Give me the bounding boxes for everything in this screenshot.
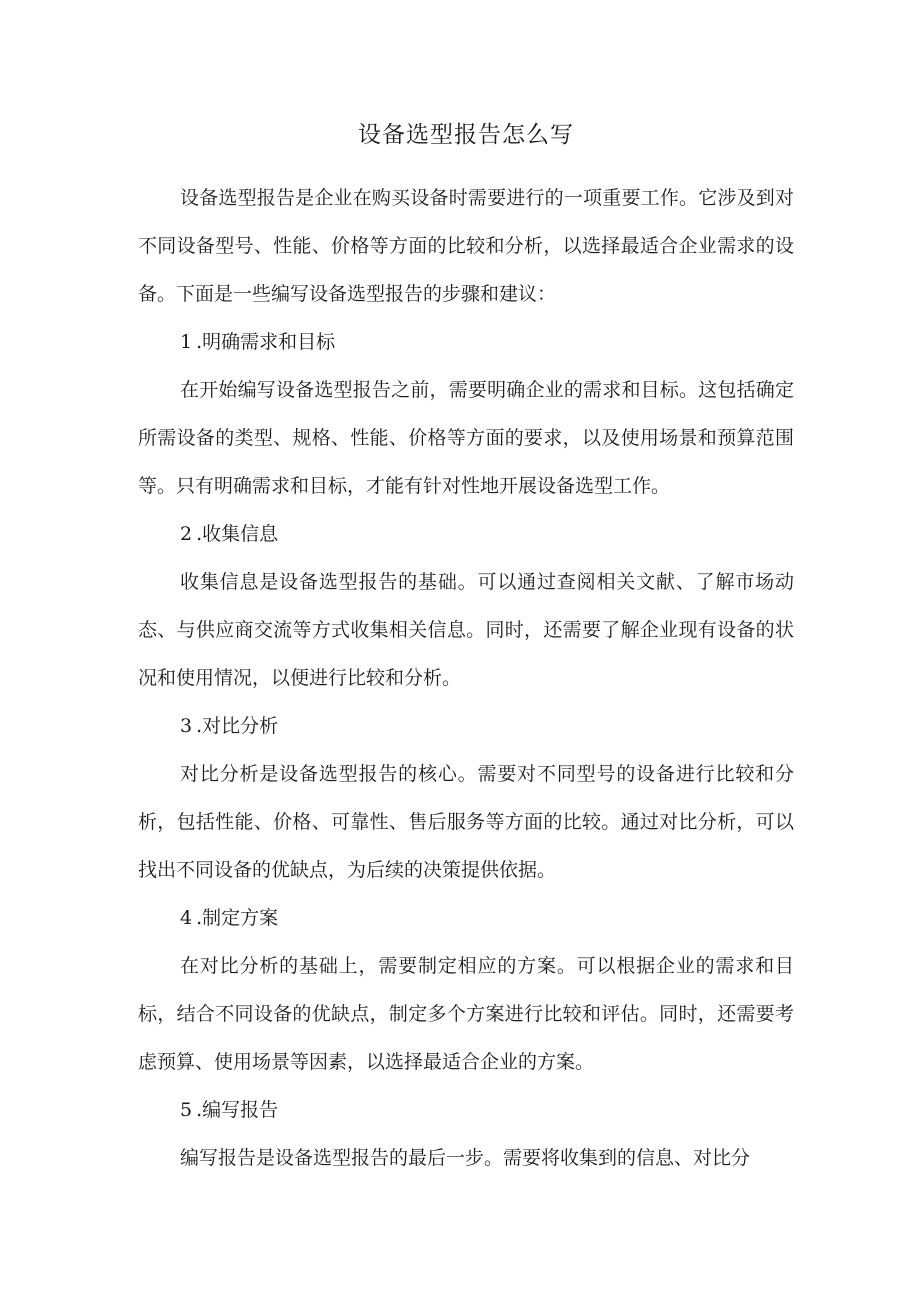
section-heading-text: .制定方案: [196, 907, 279, 929]
section-heading-3: [138, 702, 794, 750]
section-heading-text: .编写报告: [196, 1099, 279, 1121]
section-number: 4: [180, 907, 193, 929]
section-body-5: 编写报告是设备选型报告的最后一步。需要将收集到的信息、对比分: [180, 1147, 751, 1169]
section-heading-text: .明确需求和目标: [196, 331, 336, 353]
section-heading-text: .对比分析: [196, 715, 279, 737]
section-heading-1: [138, 318, 794, 366]
section-number: 2: [180, 523, 193, 545]
section-body-2: 收集信息是设备选型报告的基础。可以通过查阅相关文献、了解市场动态、与供应商交流等方式收集相关信息。同时，还需要了解企业现有设备的状况和使用情况，以便进行比较和分析。: [138, 571, 794, 689]
section-number: 3: [180, 715, 193, 737]
section-heading-4: [138, 894, 794, 942]
section-number: 5: [180, 1099, 193, 1121]
section-body-1: 在开始编写设备选型报告之前，需要明确企业的需求和目标。这包括确定所需设备的类型、规格、性能、价格等方面的要求，以及使用场景和预算范围等。只有明确需求和目标，才能有针对性地开展设备选型工作。: [138, 379, 794, 497]
section-number: 1: [180, 331, 193, 353]
section-heading-2: [138, 510, 794, 558]
intro-paragraph: 设备选型报告是企业在购买设备时需要进行的一项重要工作。它涉及到对不同设备型号、性能、价格等方面的比较和分析，以选择最适合企业需求的设备。下面是一些编写设备选型报告的步骤和建议：: [138, 187, 794, 305]
section-body-4: 在对比分析的基础上，需要制定相应的方案。可以根据企业的需求和目标，结合不同设备的优缺点，制定多个方案进行比较和评估。同时，还需要考虑预算、使用场景等因素，以选择最适合企业的方案。: [138, 955, 794, 1073]
section-heading-text: .收集信息: [196, 523, 279, 545]
section-heading-5: [138, 1086, 794, 1134]
section-body-3: 对比分析是设备选型报告的核心。需要对不同型号的设备进行比较和分析，包括性能、价格、可靠性、售后服务等方面的比较。通过对比分析，可以找出不同设备的优缺点，为后续的决策提供依据。: [138, 763, 794, 881]
page-title: 设备选型报告怎么写: [358, 122, 574, 148]
